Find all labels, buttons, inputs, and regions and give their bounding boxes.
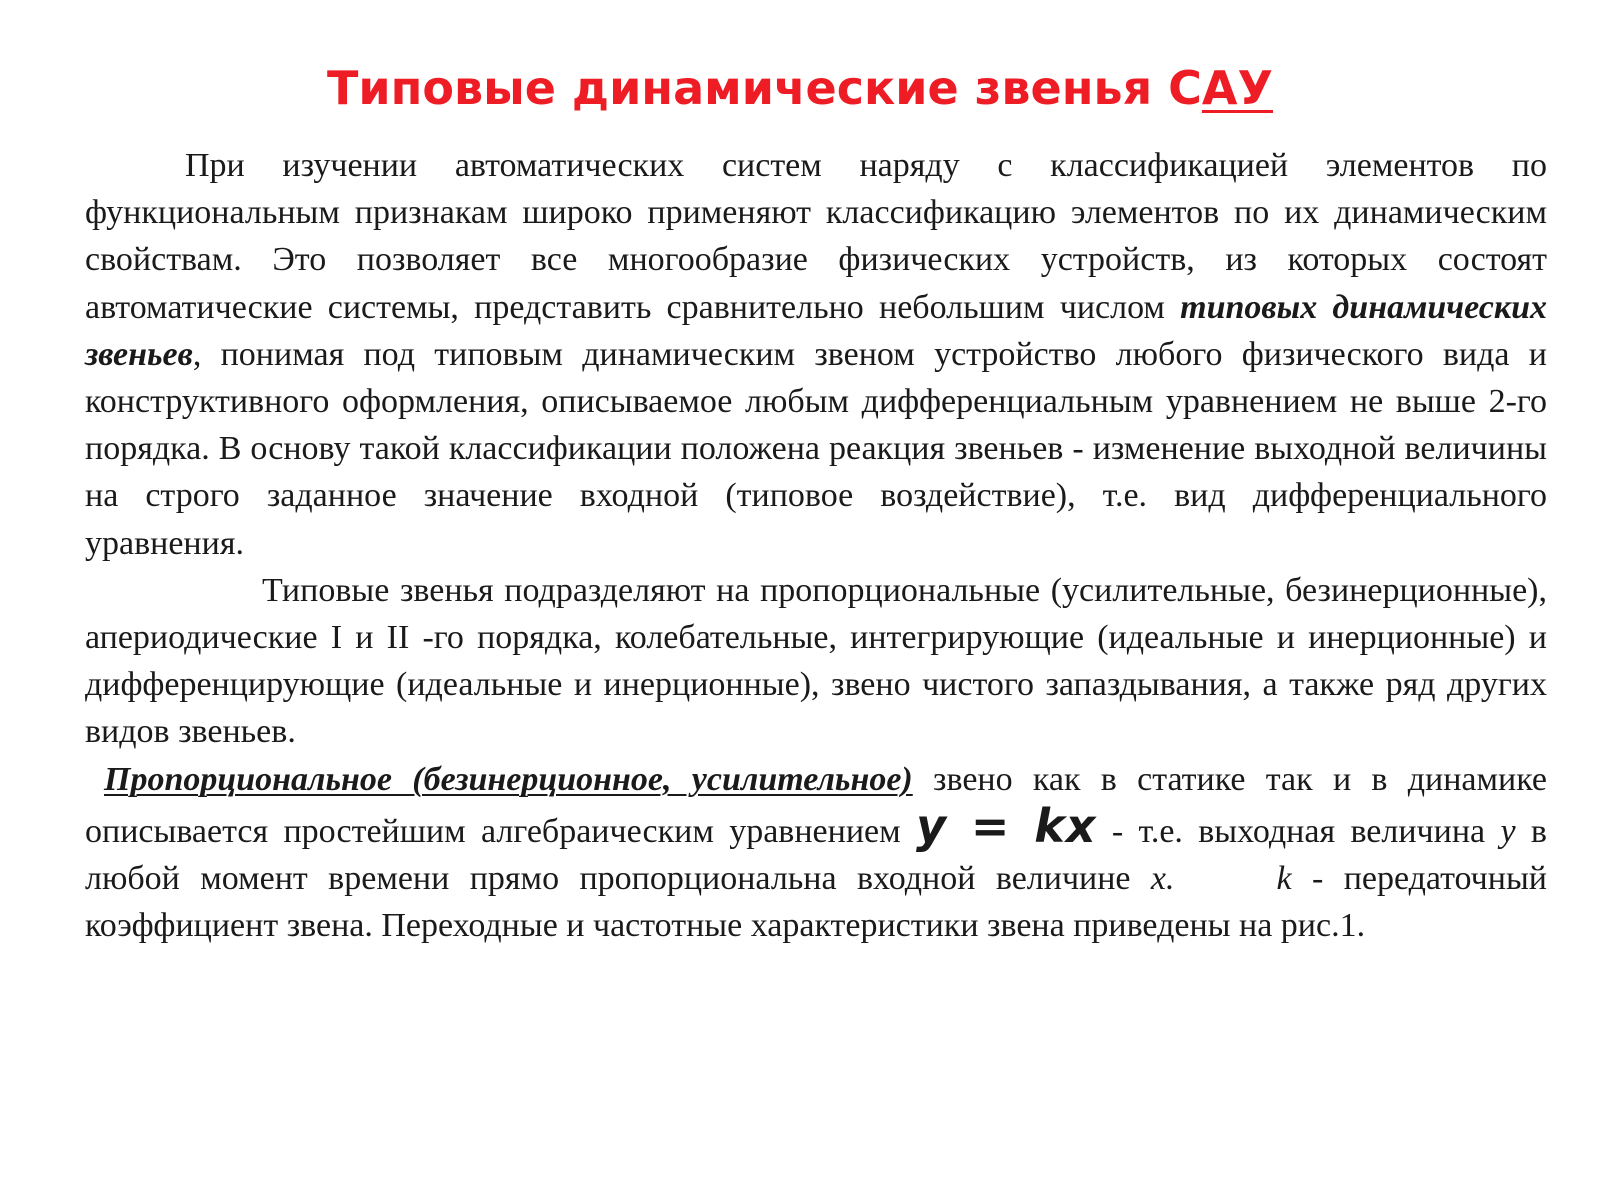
- slide-title-underlined: АУ: [1201, 61, 1273, 115]
- paragraph-intro-text-1: При изучении автоматических систем наряду с классификацией элементов по функциональным признакам широко применяют классификацию элементов по их динамическим свойствам. Это позволяет все многообразие физических устройств, из которых состоят автоматические системы, представить сравнительно небольшим числом: [85, 147, 1547, 326]
- slide-title: [0, 58, 1600, 118]
- term-proportional-link: Пропорциональное (безинерционное, усилительное): [104, 760, 913, 798]
- paragraph-link-types-text: Типовые звенья подразделяют на пропорциональные (усилительные, безинерционные), апериодические I и II -го порядка, колебательные, интегрирующие (идеальные и инерционные) и дифференцирующие (идеальные и инерционные), звено чистого запаздывания, а также ряд других видов звеньев.: [85, 571, 1547, 751]
- paragraph-link-types: [85, 567, 1547, 756]
- variable-x: x.: [1150, 860, 1175, 898]
- emphasis-typical-links: типовых динамических звеньев: [85, 288, 1547, 373]
- paragraph-proportional-link: [85, 756, 1547, 950]
- spacing-gap: [1175, 860, 1277, 897]
- slide-body: [85, 142, 1547, 949]
- paragraph-intro: [85, 142, 1547, 567]
- paragraph-intro-text-2: , понимая под типовым динамическим звеном устройство любого физического вида и конструктивного оформления, описываемое любым дифференциальным уравнением не выше 2-го порядка. В основу такой классификации положена реакция звеньев - изменение выходной величины на строго заданное значение входной (типовое воздействие), т.е. вид дифференциального уравнения.: [85, 335, 1547, 562]
- paragraph-proportional-text-3: в любой момент времени прямо пропорциональна входной величине: [85, 812, 1547, 898]
- variable-k: k: [1276, 860, 1292, 898]
- paragraph-proportional-text-4: - передаточный коэффициент звена. Переходные и частотные характеристики звена приведены на рис.1.: [85, 860, 1548, 945]
- paragraph-proportional-text-2: - т.е. выходная величина: [1096, 812, 1501, 850]
- slide-title-main: Типовые динамические звенья С: [327, 61, 1202, 115]
- variable-y: y: [1500, 812, 1516, 850]
- formula-y-kx: y = kx: [915, 798, 1097, 853]
- paragraph-proportional-text-1: звено как в статике так и в динамике описывается простейшим алгебраическим уравнением: [85, 760, 1547, 850]
